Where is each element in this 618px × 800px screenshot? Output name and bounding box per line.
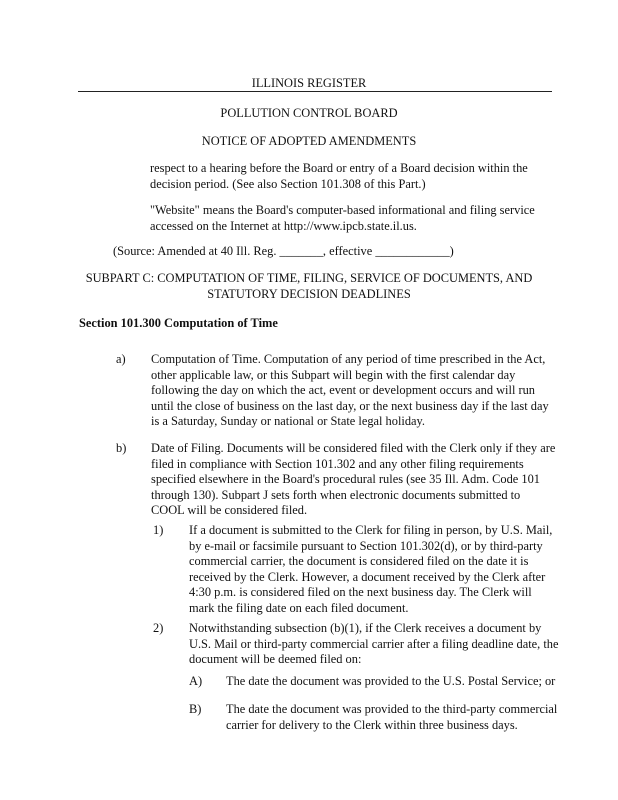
website-definition — [150, 203, 535, 234]
item-marker-b2a: A) — [189, 674, 203, 688]
item-b-text — [151, 441, 555, 519]
item-marker-b2: 2) — [153, 621, 164, 635]
source-note: (Source: Amended at 40 Ill. Reg. _______, effective ____________) — [113, 244, 454, 258]
text-line: Notwithstanding subsection (b)(1), if the Clerk receives a document by — [189, 621, 542, 635]
text-line: through 130). Subpart J sets forth when electronic documents submitted to — [151, 487, 521, 502]
text-line: STATUTORY DECISION DEADLINES — [207, 286, 411, 301]
text-line: filed in compliance with Section 101.302 and any other filing requirements — [151, 456, 524, 471]
register-title: ILLINOIS REGISTER — [251, 76, 367, 90]
text-line: following the day on which the act, event or development occurs and will run — [151, 383, 536, 398]
text-line: "Website" means the Board's computer-based informational and filing service — [150, 203, 535, 217]
text-line: 4:30 p.m. is considered filed on the next business day. The Clerk will — [189, 585, 532, 600]
item-marker-a: a) — [116, 352, 126, 366]
item-marker-b: b) — [116, 441, 127, 455]
text-line: is a Saturday, Sunday or national or State legal holiday. — [151, 414, 426, 429]
item-b2b-text — [226, 702, 557, 733]
agency-title: POLLUTION CONTROL BOARD — [220, 106, 398, 120]
text-line: Date of Filing. Documents will be considered filed with the Clerk only if they are — [151, 441, 556, 455]
text-line: accessed on the Internet at http://www.ipcb.state.il.us. — [150, 218, 417, 233]
item-marker-b1: 1) — [153, 523, 164, 537]
text-line: U.S. Mail or third-party commercial carrier after a filing deadline date, the — [189, 636, 559, 651]
text-line: carrier for delivery to the Clerk within three business days. — [226, 717, 518, 732]
notice-title: NOTICE OF ADOPTED AMENDMENTS — [201, 134, 417, 148]
text-line: The date the document was provided to the third-party commercial — [226, 702, 558, 716]
section-heading: Section 101.300 Computation of Time — [79, 316, 278, 330]
text-line: If a document is submitted to the Clerk for filing in person, by U.S. Mail, — [189, 523, 553, 537]
text-line: document will be deemed filed on: — [189, 652, 362, 667]
text-line: other applicable law, or this Subpart will begin with the first calendar day — [151, 367, 516, 382]
text-line: decision period. (See also Section 101.308 of this Part.) — [150, 176, 426, 191]
subpart-heading — [0, 271, 618, 302]
item-b1-text — [189, 523, 552, 617]
item-b2-text — [189, 621, 559, 668]
text-line: specified elsewhere in the Board's procedural rules (see 35 Ill. Adm. Code 101 — [151, 472, 540, 487]
text-line: SUBPART C: COMPUTATION OF TIME, FILING, SERVICE OF DOCUMENTS, AND — [85, 271, 533, 285]
text-line: mark the filing date on each filed document. — [189, 600, 409, 615]
header-rule — [78, 91, 552, 92]
text-line: until the close of business on the last day, or the next business day if the last day — [151, 398, 549, 413]
text-line: respect to a hearing before the Board or entry of a Board decision within the — [150, 161, 528, 175]
item-b2a-text — [226, 674, 555, 690]
continuation-paragraph — [150, 161, 528, 192]
text-line: by e-mail or facsimile pursuant to Section 101.302(d), or by third-party — [189, 538, 543, 553]
item-marker-b2b: B) — [189, 702, 202, 716]
text-line: received by the Clerk. However, a document received by the Clerk after — [189, 569, 546, 584]
text-line: commercial carrier, the document is considered filed on the date it is — [189, 554, 529, 569]
text-line: The date the document was provided to the U.S. Postal Service; or — [226, 674, 556, 688]
item-a-text — [151, 352, 549, 430]
text-line: Computation of Time. Computation of any period of time prescribed in the Act, — [151, 352, 546, 366]
text-line: COOL will be considered filed. — [151, 503, 308, 518]
